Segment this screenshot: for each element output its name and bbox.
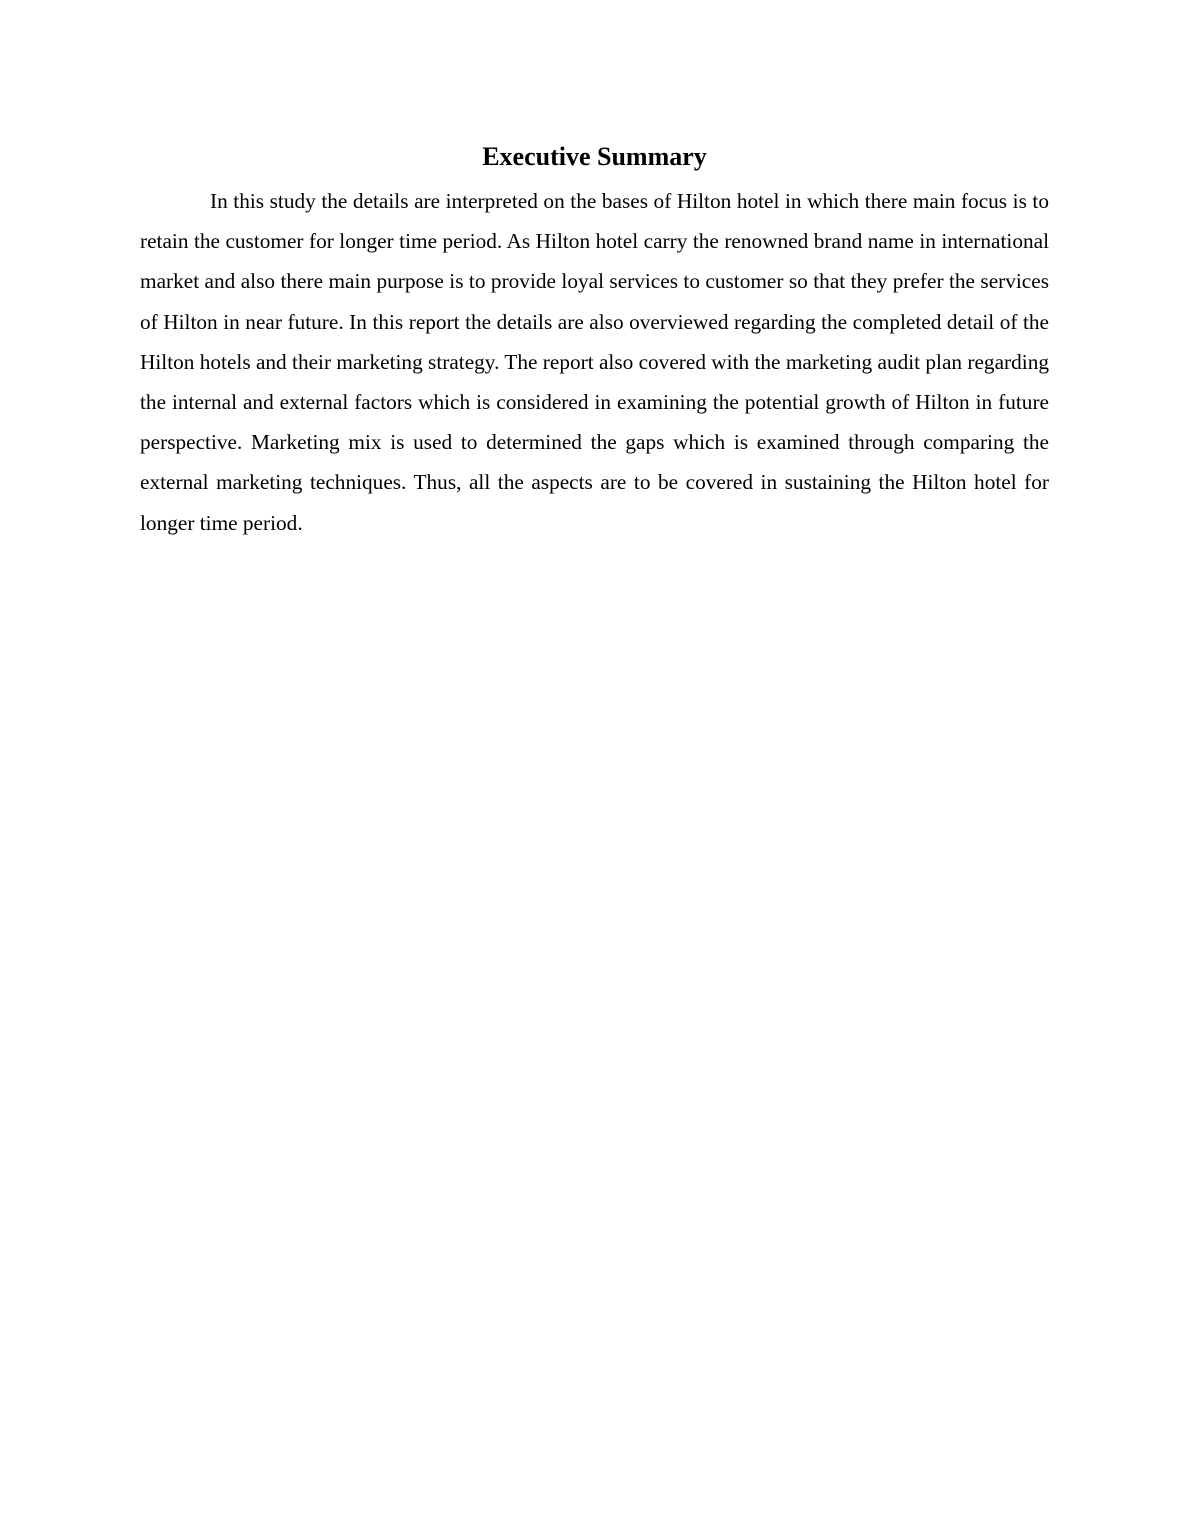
page-content [140, 138, 1049, 543]
page-title: Executive Summary [482, 142, 707, 171]
summary-paragraph: In this study the details are interpreted on the bases of Hilton hotel in which there main focus is to retain the customer for longer time period. As Hilton hotel carry the renowned brand name in international market and also there main purpose is to provide loyal services to customer so that they prefer the services of Hilton in near future. In this report the details are also overviewed regarding the completed detail of the Hilton hotels and their marketing strategy. The report also covered with the marketing audit plan regarding the internal and external factors which is considered in examining the potential growth of Hilton in future perspective. Marketing mix is used to determined the gaps which is examined through comparing the external marketing techniques. Thus, all the aspects are to be covered in sustaining the Hilton hotel for longer time period. [140, 189, 1049, 535]
